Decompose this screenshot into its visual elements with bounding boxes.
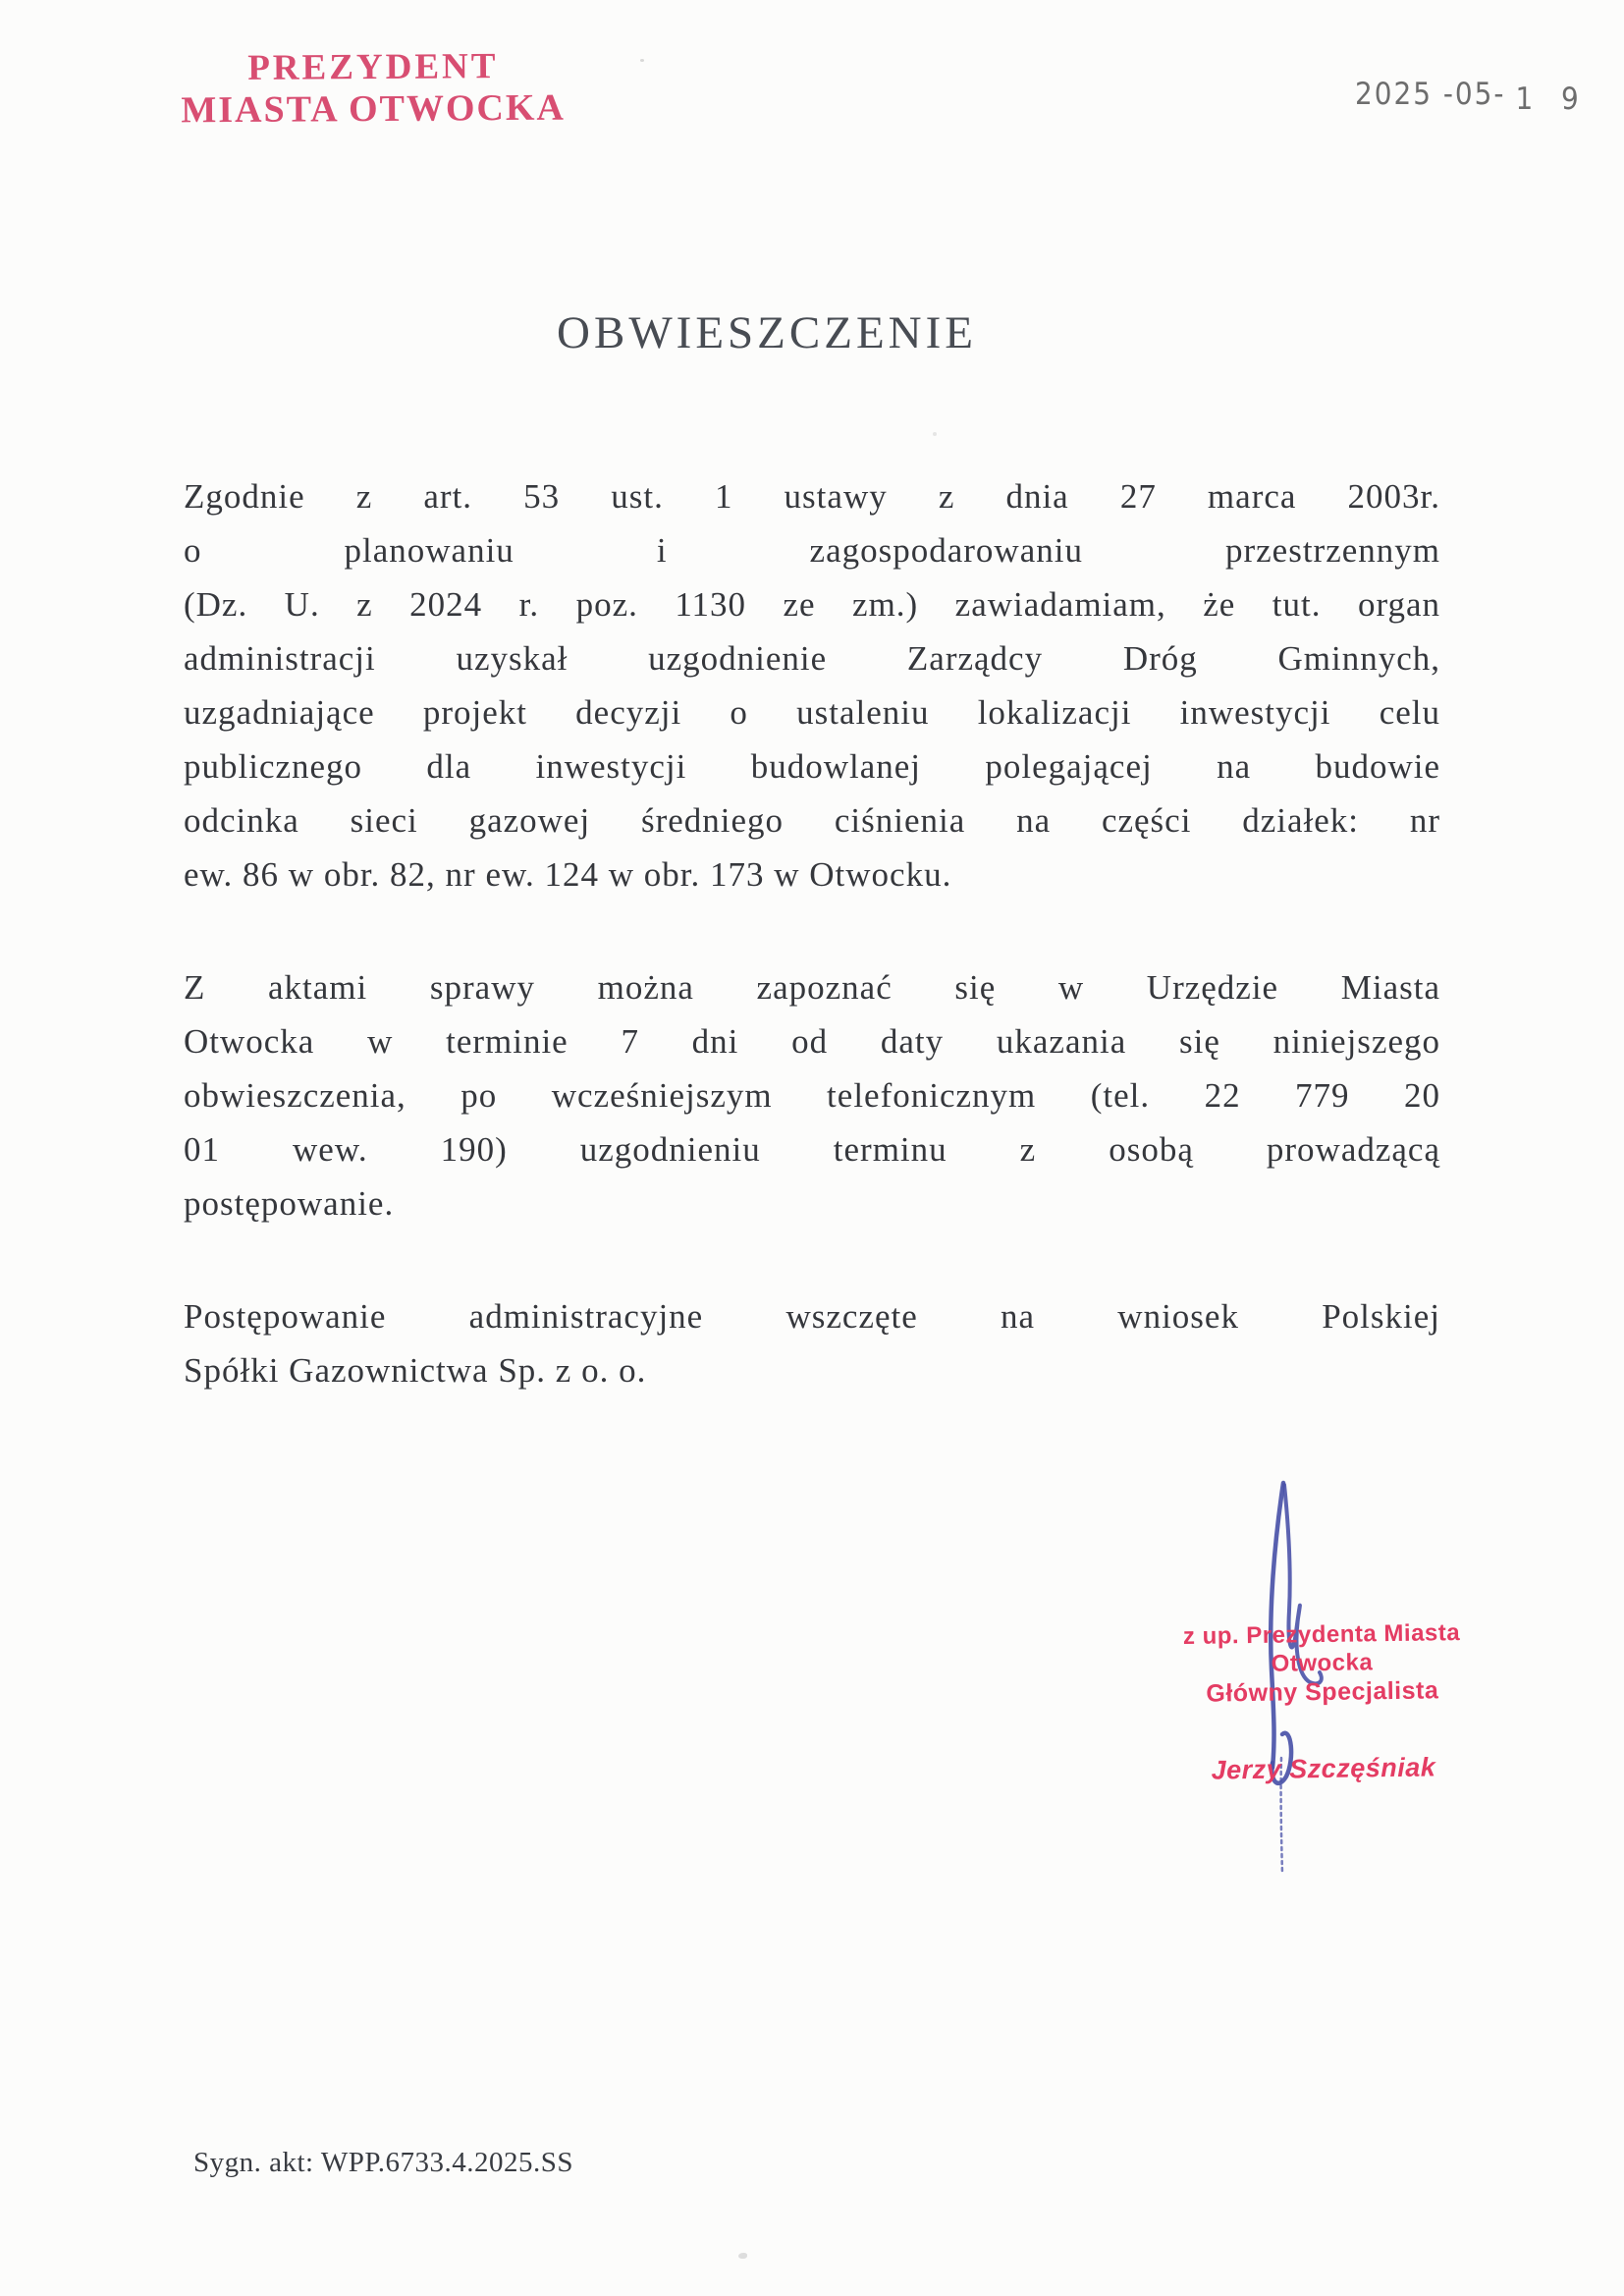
text-line: Z aktami sprawy można zapoznać się w Urzędzie Miasta: [184, 968, 1440, 1007]
case-reference-number: Sygn. akt: WPP.6733.4.2025.SS: [193, 2147, 574, 2178]
text-line: (Dz. U. z 2024 r. poz. 1130 ze zm.) zawiadamiam, że tut. organ: [184, 585, 1440, 624]
header-stamp-line2: MIASTA OTWOCKA: [181, 86, 567, 132]
text-line: 01 wew. 190) uzgodnieniu terminu z osobą prowadzącą: [184, 1130, 1440, 1169]
text-line: Spółki Gazownictwa Sp. z o. o.: [184, 1351, 647, 1390]
text-line: Otwocka w terminie 7 dni od daty ukazania się niniejszego: [184, 1022, 1440, 1061]
signature-stamp-position: Główny Specjalista: [1206, 1676, 1439, 1708]
office-header-stamp: [167, 46, 580, 132]
signature-stamp-authority: z up. Prezydenta Miasta Otwocka: [1182, 1619, 1461, 1677]
paragraph-applicant: [184, 1289, 1440, 1397]
text-line: odcinka sieci gazowej średniego ciśnienia na części działek: nr: [184, 801, 1440, 840]
text-line: Zgodnie z art. 53 ust. 1 ustawy z dnia 27 marca 2003r.: [184, 477, 1440, 516]
paragraph-legal-basis: [184, 469, 1440, 902]
document-body: [184, 469, 1440, 1456]
text-line: ew. 86 w obr. 82, nr ew. 124 w obr. 173 w Otwocku.: [184, 855, 952, 894]
date-received-stamp: [1355, 77, 1589, 117]
text-line: obwieszczenia, po wcześniejszym telefonicznym (tel. 22 779 20: [184, 1076, 1440, 1115]
date-stamp-year-month: 2025 -05-: [1355, 77, 1506, 112]
scan-speck: [640, 59, 644, 62]
header-stamp-line1: PREZYDENT: [247, 46, 499, 88]
signature-stamp: [1138, 1617, 1507, 1786]
date-stamp-day: 1 9: [1515, 82, 1589, 117]
text-line: Postępowanie administracyjne wszczęte na wniosek Polskiej: [184, 1297, 1440, 1336]
scan-speck: [738, 2253, 747, 2259]
document-title: OBWIESZCZENIE: [557, 307, 977, 358]
scan-speck: [933, 432, 937, 436]
text-line: o planowaniu i zagospodarowaniu przestrzennym: [184, 531, 1440, 570]
text-line: administracji uzyskał uzgodnienie Zarządcy Dróg Gminnych,: [184, 639, 1440, 678]
text-line: uzgadniające projekt decyzji o ustaleniu lokalizacji inwestycji celu: [184, 693, 1440, 732]
signature-stamp-name: Jerzy Szczęśniak: [1211, 1752, 1436, 1785]
text-line: postępowanie.: [184, 1184, 395, 1223]
text-line: publicznego dla inwestycji budowlanej polegającej na budowie: [184, 747, 1440, 786]
paragraph-case-inspection: [184, 960, 1440, 1230]
